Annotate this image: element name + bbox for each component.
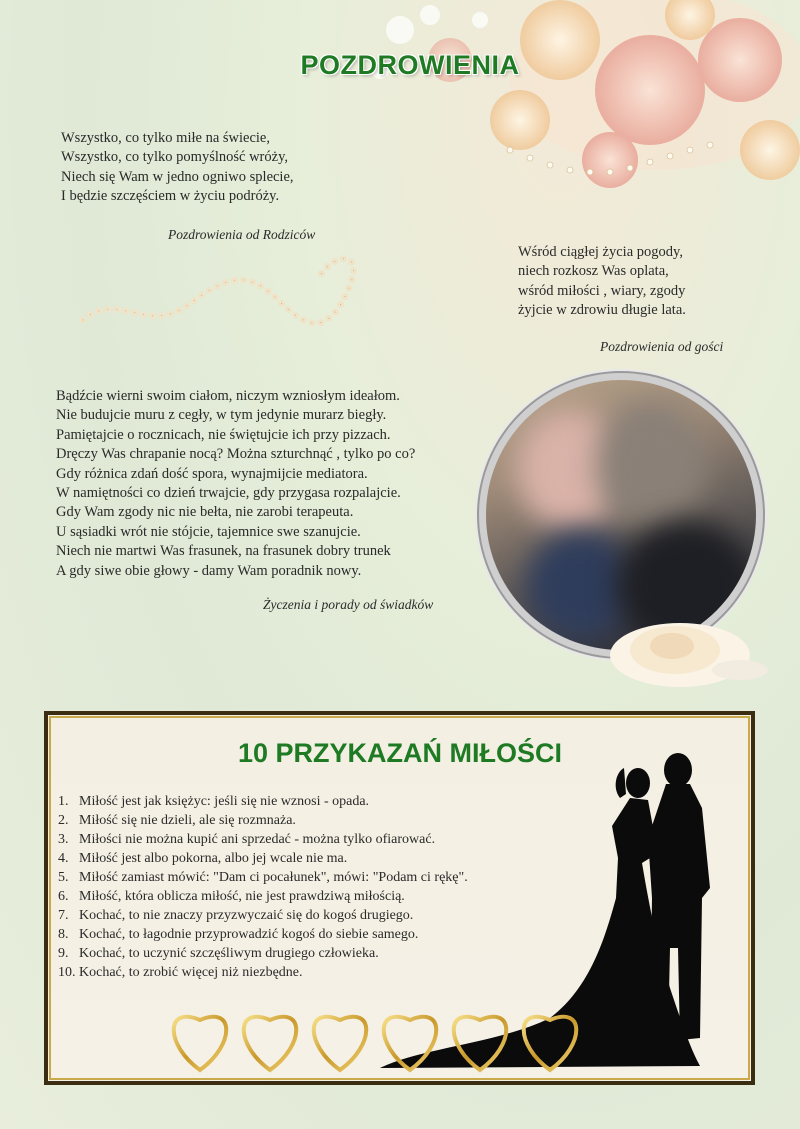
list-item: 9. Kochać, to uczynić szczęśliwym drugiego człowieka.	[58, 946, 379, 961]
page-title: POZDROWIENIA	[300, 50, 520, 80]
list-item: 8. Kochać, to łagodnie przyprowadzić kogoś do siebie samego.	[58, 927, 419, 942]
signature-parents: Pozdrowienia od Rodziców	[168, 227, 316, 242]
list-item: 1. Miłość jest jak księżyc: jeśli się nie wznosi - opada.	[58, 794, 370, 809]
signature-witnesses: Życzenia i porady od świadków	[263, 597, 434, 612]
commandments-title: 10 PRZYKAZAŃ MIŁOŚCI	[237, 738, 563, 768]
rose-decoration	[600, 610, 770, 690]
list-item: 3. Miłości nie można kupić ani sprzedać - można tylko ofiarować.	[58, 832, 436, 847]
pearl-swirl-decoration	[78, 250, 378, 340]
list-item: 4. Miłość jest albo pokorna, albo jej wcale nie ma.	[58, 851, 348, 866]
list-item: 5. Miłość zamiast mówić: "Dam ci pocałunek", mówi: "Podam ci rękę".	[58, 870, 468, 885]
poem-witnesses: Bądźcie wierni swoim ciałom, niczym wzniosłym ideałom. Nie budujcie muru z cegły, w tym jedynie murarz biegły. Pamiętajcie o rocznicach, nie świętujcie ich przy pizzach. Dręczy Was chrapanie nocą? Można szturchnąć , tylko po co? Gdy różnica zdań dość spora, wynajmijcie mediatora. W namiętności co dzień trwajcie, gdy przygasa rozpalajcie. Gdy Wam zgody nic nie bełta, nie zarobi terapeuta. U sąsiadki wrót nie stójcie, tajemnice swe szanujcie. Niech nie martwi Was frasunek, na frasunek dobry trunek A gdy siwe obie głowy - damy Wam poradnik nowy.	[56, 388, 416, 579]
poem-guests: Wśród ciągłej życia pogody, niech rozkosz Was oplata, wśród miłości , wiary, zgody żyjcie w zdrowiu długie lata.	[518, 244, 686, 319]
list-item: 2. Miłość się nie dzieli, ale się rozmnaża.	[58, 813, 296, 828]
hearts-decoration	[160, 995, 620, 1075]
list-item: 7. Kochać, to nie znaczy przyzwyczaić się do kogoś drugiego.	[58, 908, 414, 923]
floral-decoration	[360, 0, 800, 230]
signature-guests: Pozdrowienia od gości	[600, 339, 724, 354]
list-item: 6. Miłość, która oblicza miłość, nie jest prawdziwą miłością.	[58, 889, 405, 904]
list-item: 10. Kochać, to zrobić więcej niż niezbędne.	[58, 965, 303, 980]
poem-parents: Wszystko, co tylko miłe na świecie, Wszystko, co tylko pomyślność wróży, Niech się Wam w jedno ogniwo splecie, I będzie szczęściem w życiu podróży.	[61, 130, 294, 205]
